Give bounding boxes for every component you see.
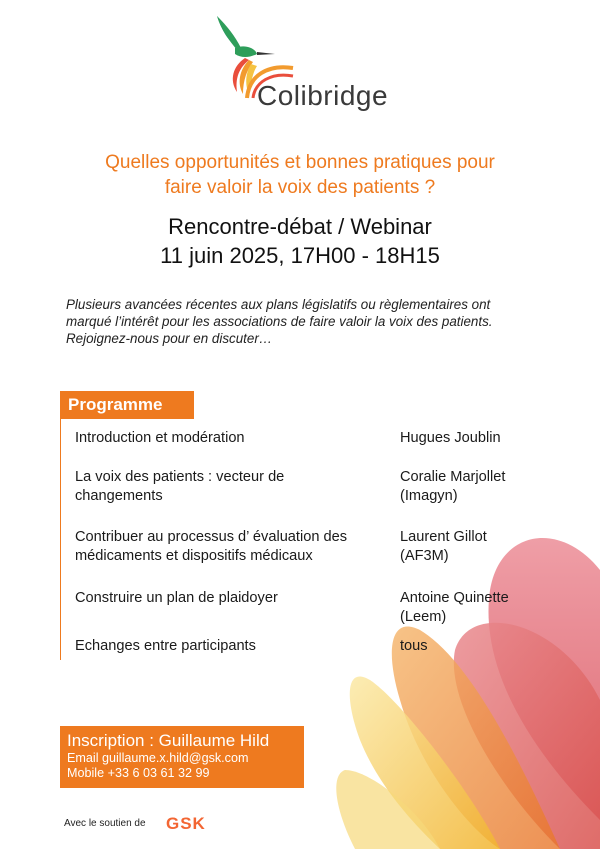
programme-header: Programme	[60, 391, 194, 419]
programme-speaker: tous	[400, 638, 428, 654]
intro-line-2: marqué l’intérêt pour les associations de faire valoir la voix des patients.	[66, 314, 493, 329]
event-question-line-1: Quelles opportunités et bonnes pratiques pour	[105, 152, 495, 173]
programme-topic: Construire un plan de plaidoyer	[75, 590, 278, 606]
sponsor-line	[64, 816, 264, 834]
inscription-email[interactable]: Email guillaume.x.hild@gsk.com	[67, 751, 249, 765]
programme-topic: Contribuer au processus d’ évaluation des médicaments et dispositifs médicaux	[75, 529, 348, 564]
colibridge-logo	[205, 14, 405, 114]
event-title	[40, 212, 560, 270]
event-datetime: 11 juin 2025, 17H00 - 18H15	[160, 243, 440, 268]
event-type: Rencontre-débat / Webinar	[168, 214, 432, 239]
intro-line-1: Plusieurs avancées récentes aux plans législatifs ou règlementaires ont	[66, 297, 491, 312]
programme-topic: La voix des patients : vecteur de changements	[75, 469, 285, 504]
inscription-mobile[interactable]: Mobile +33 6 03 61 32 99	[67, 766, 210, 780]
programme-speaker: Antoine Quinette (Leem)	[400, 590, 509, 625]
gsk-logo: GSK	[166, 814, 206, 833]
event-question-line-2: faire valoir la voix des patients ?	[164, 177, 436, 198]
programme-speaker: Hugues Joublin	[400, 430, 501, 446]
sponsor-label: Avec le soutien de	[64, 818, 146, 829]
intro-text	[66, 296, 546, 347]
programme-speaker: Laurent Gillot (AF3M)	[400, 529, 487, 564]
programme-speaker: Coralie Marjollet (Imagyn)	[400, 469, 506, 504]
programme-topic: Echanges entre participants	[75, 638, 256, 654]
inscription-box	[60, 726, 304, 788]
programme-divider	[60, 419, 61, 660]
intro-line-3: Rejoignez-nous pour en discuter…	[66, 331, 273, 346]
programme-topic: Introduction et modération	[75, 430, 245, 446]
inscription-title: Inscription : Guillaume Hild	[67, 731, 270, 750]
brand-name: Colibridge	[257, 80, 389, 111]
event-question	[40, 150, 560, 200]
